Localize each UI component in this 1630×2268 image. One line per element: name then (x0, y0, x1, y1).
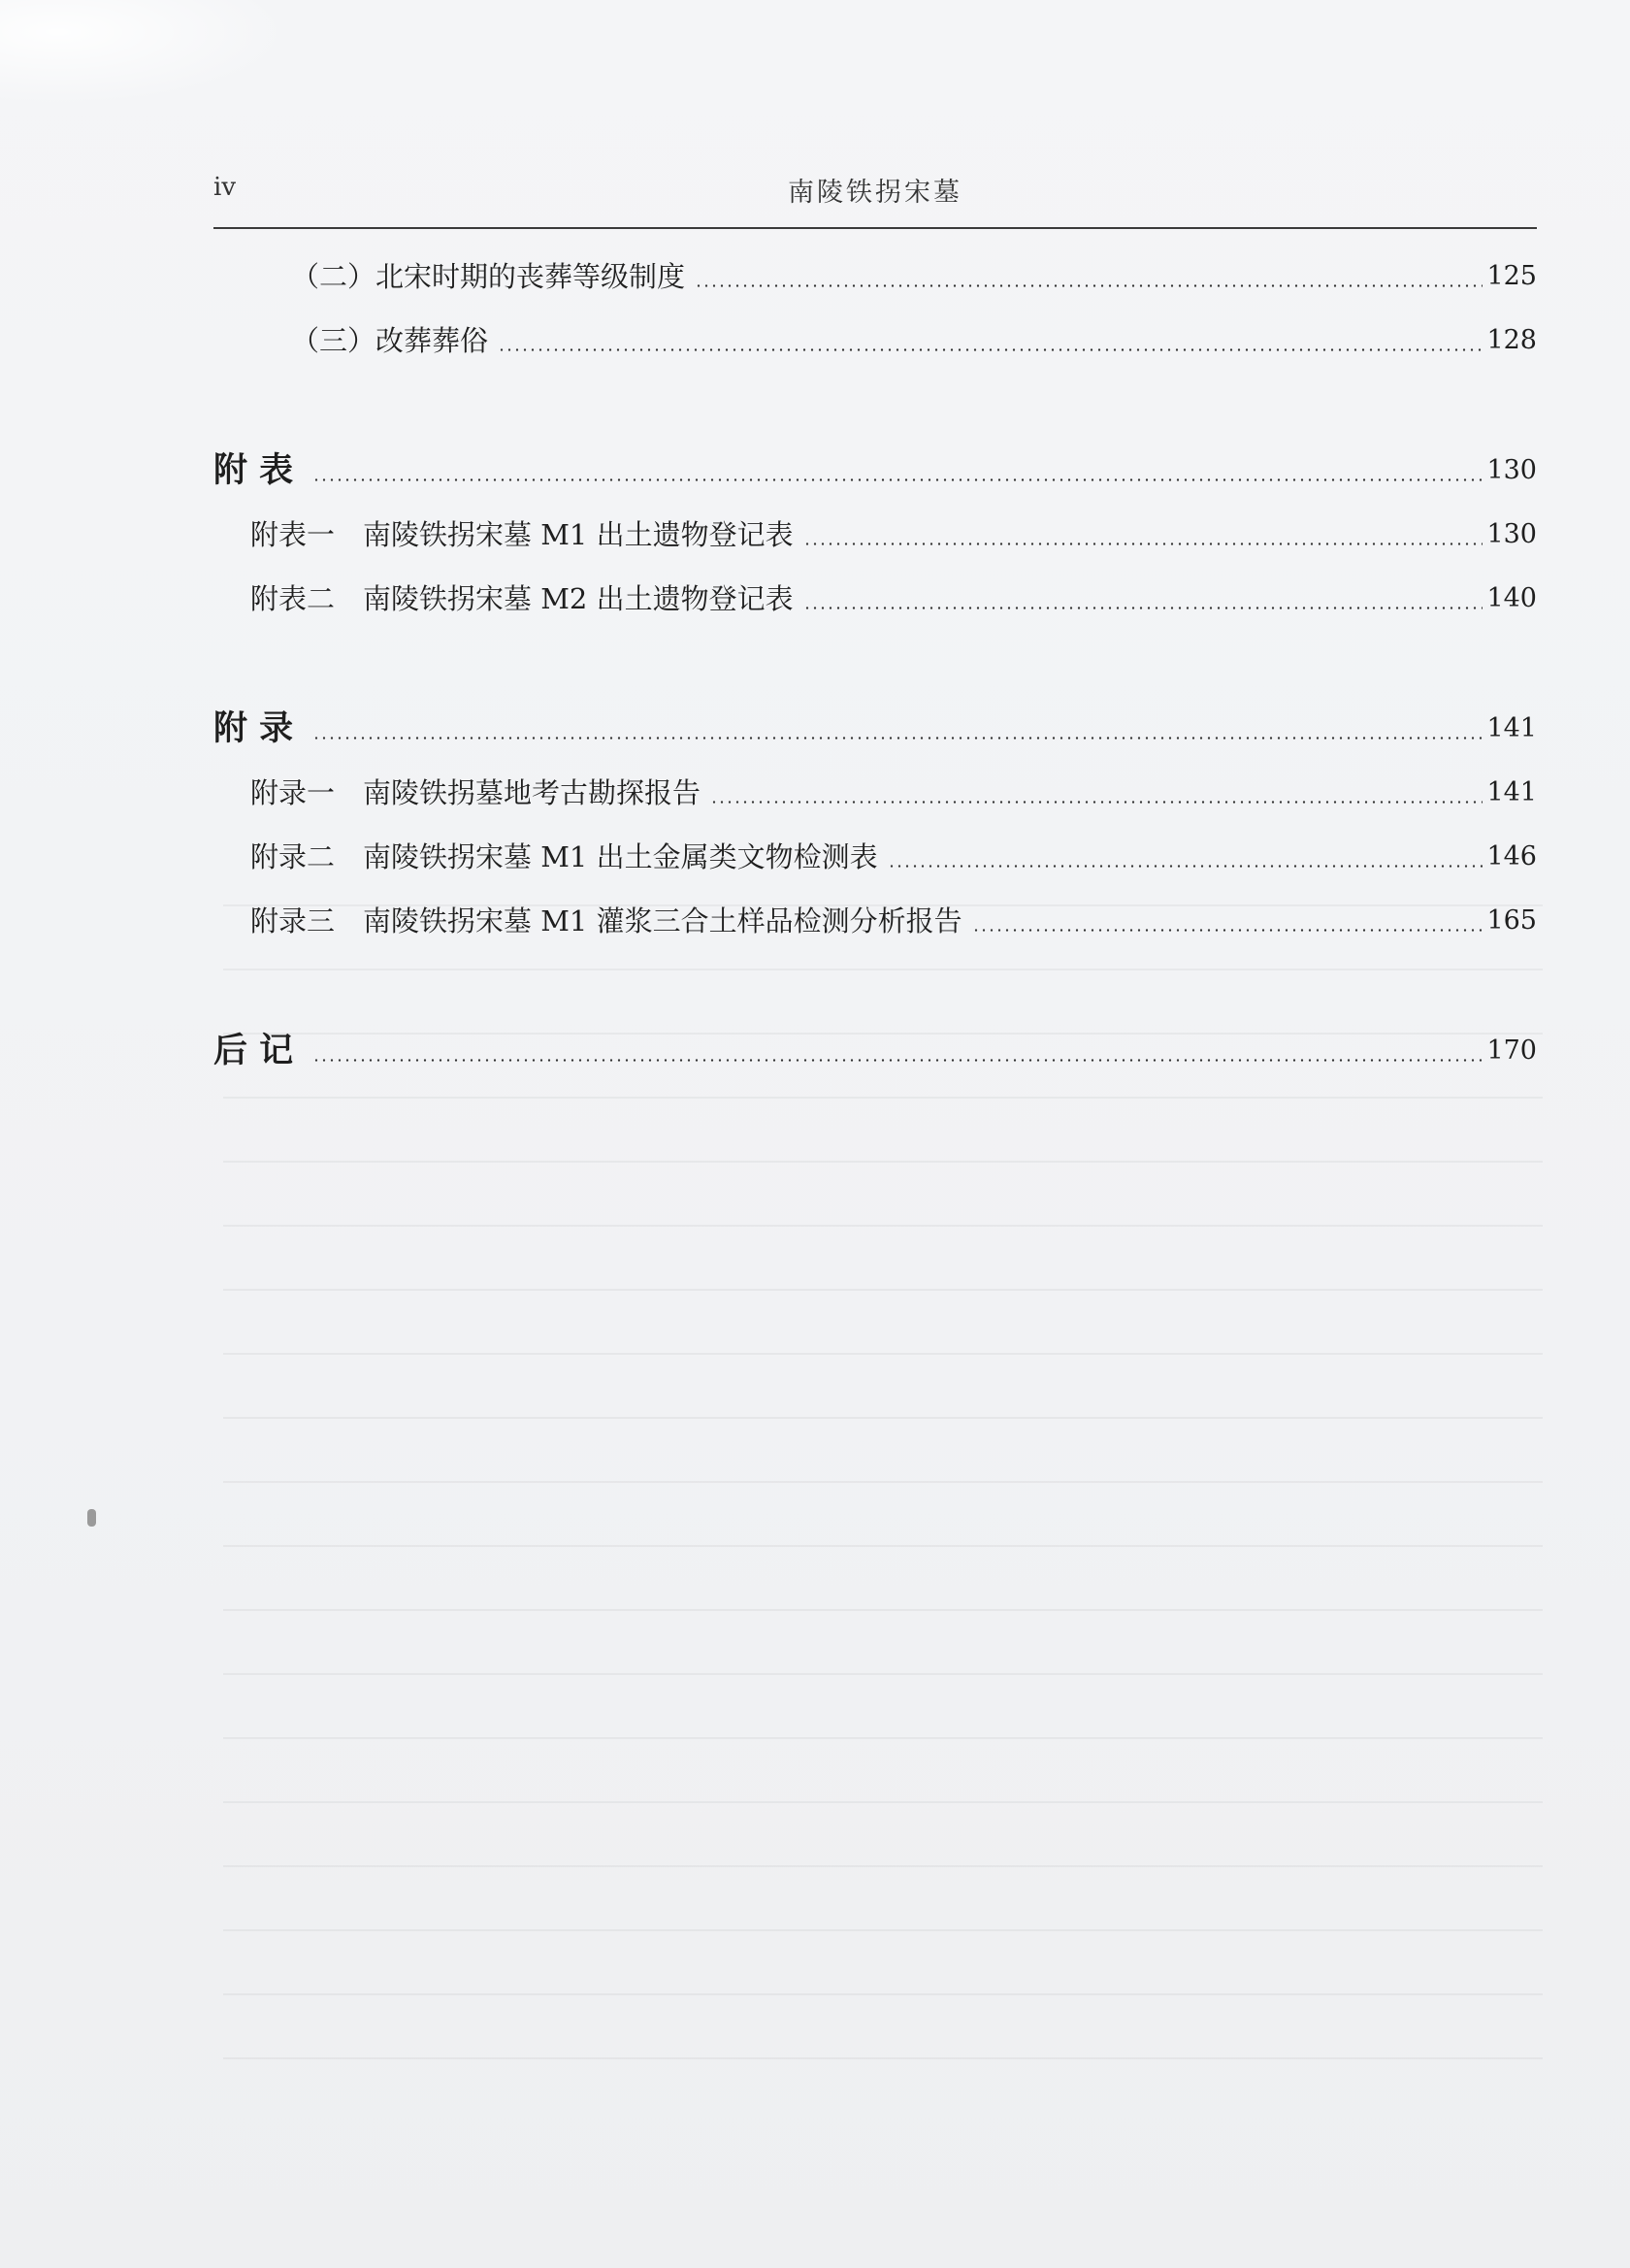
dot-leader (312, 737, 1483, 740)
toc-entry-page: 146 (1486, 841, 1537, 871)
toc-entry-page: 141 (1486, 777, 1537, 807)
toc-entry-page: 140 (1486, 583, 1537, 613)
toc-entry-label: （二）北宋时期的丧葬等级制度 (291, 260, 686, 293)
dot-leader (312, 478, 1483, 481)
toc-entry-page: 141 (1486, 713, 1537, 743)
toc-section-appendix-tables[interactable] (213, 448, 1537, 493)
toc-entry-label: 附录一 南陵铁拐墓地考古勘探报告 (250, 776, 701, 809)
running-header (213, 167, 1537, 229)
toc-section-label: 附 表 (213, 451, 294, 490)
toc-entry-label: 附表一 南陵铁拐宋墓 M1 出土遗物登记表 (250, 518, 794, 551)
toc-entry[interactable] (213, 835, 1537, 879)
dot-leader (498, 348, 1483, 351)
toc-entry[interactable] (213, 318, 1537, 363)
toc-entry-page: 170 (1486, 1035, 1537, 1066)
toc-entry-page: 128 (1486, 325, 1537, 355)
toc-entry-label: 附录二 南陵铁拐宋墓 M1 出土金属类文物检测表 (250, 840, 878, 873)
toc-entry-page: 165 (1486, 905, 1537, 936)
toc-section-label: 后 记 (213, 1032, 294, 1070)
toc-entry-label: 附表二 南陵铁拐宋墓 M2 出土遗物登记表 (250, 582, 794, 615)
toc-entry-page: 130 (1486, 519, 1537, 549)
toc-entry[interactable] (213, 899, 1537, 943)
toc-entry-label: 附录三 南陵铁拐宋墓 M1 灌浆三合土样品检测分析报告 (250, 904, 962, 937)
dot-leader (312, 1059, 1483, 1062)
dot-leader (710, 801, 1483, 804)
dot-leader (803, 607, 1483, 609)
toc-entry[interactable] (213, 254, 1537, 299)
dot-leader (803, 542, 1483, 545)
dot-leader (972, 929, 1483, 932)
scan-artifact (0, 0, 291, 107)
toc-entry-page: 125 (1486, 261, 1537, 291)
toc-entry-label: （三）改葬葬俗 (291, 324, 489, 357)
toc-section-appendices[interactable] (213, 707, 1537, 751)
dot-leader (888, 865, 1483, 868)
toc-section-afterword[interactable] (213, 1029, 1537, 1073)
toc-entry-page: 130 (1486, 455, 1537, 485)
page-number: iv (213, 173, 237, 202)
toc-section-label: 附 录 (213, 709, 294, 748)
book-title: 南陵铁拐宋墓 (788, 178, 962, 208)
dot-leader (695, 284, 1483, 287)
toc-entry[interactable] (213, 512, 1537, 557)
toc-entry[interactable] (213, 771, 1537, 815)
scan-speck (87, 1509, 96, 1527)
toc-entry[interactable] (213, 576, 1537, 621)
